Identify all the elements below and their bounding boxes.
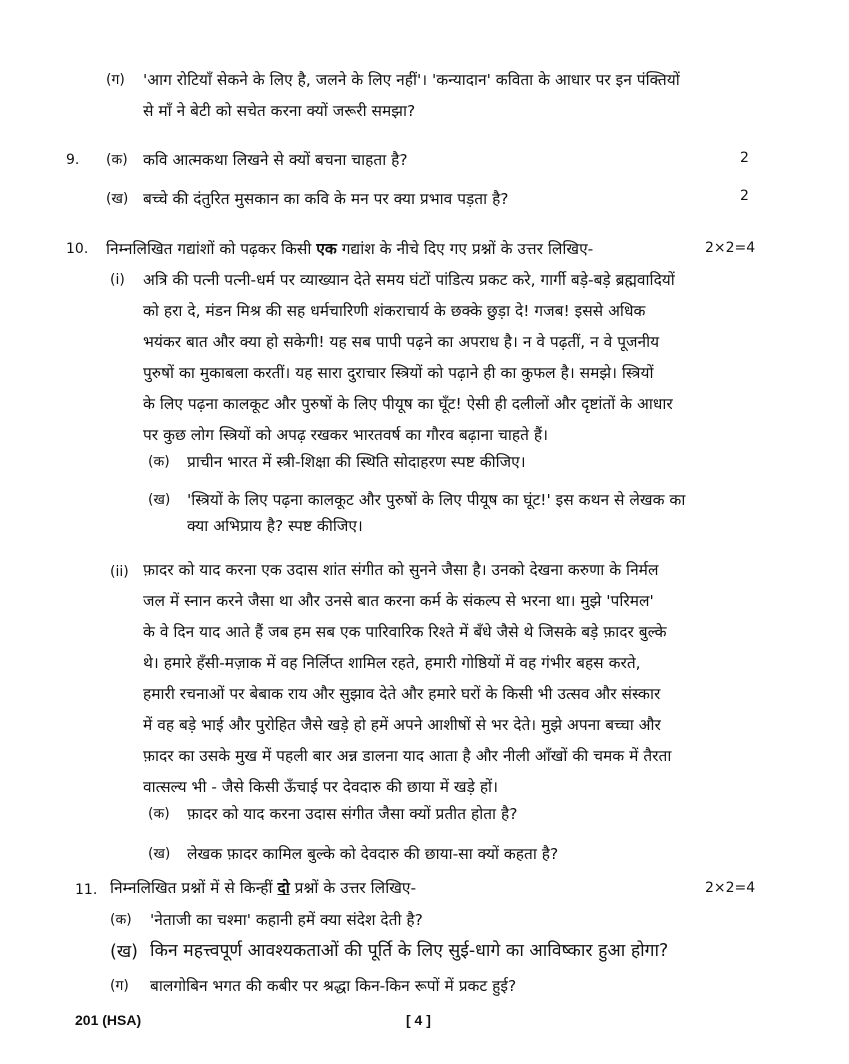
q10-p2-qa-text: फ़ादर को याद करना उदास संगीत जैसा क्यों प्रतीत होता है? xyxy=(187,805,518,823)
q10-p2-label: (ii) xyxy=(110,564,129,580)
q10-p1-line: पुरुषों का मुकाबला करतीं। यह सारा दुराचार स्त्रियों को पढ़ाने ही का कुफल है। समझे। स्त्रियों xyxy=(143,364,654,382)
q11-number: 11. xyxy=(75,882,98,898)
q10-p1-line: के लिए पढ़ना कालकूट और पुरुषों के लिए पीयूष का घूँट! ऐसी ही दलीलों और दृष्टांतों के आधार xyxy=(143,395,673,413)
q10-p2-line: जल में स्नान करने जैसा था और उनसे बात करना कर्म के संकल्प से भरना था। मुझे 'परिमल' xyxy=(143,592,654,610)
q10-p2-line: फ़ादर का उसके मुख में पहली बार अन्न डालना याद आता है और नीली आँखों की चमक में तैरता xyxy=(143,747,672,765)
q10-number: 10. xyxy=(66,241,89,257)
q9-number: 9. xyxy=(66,152,80,168)
q10-p2-qb-text: लेखक फ़ादर कामिल बुल्के को देवदारु की छाया-सा क्यों कहता है? xyxy=(187,845,559,863)
q9-b-marks: 2 xyxy=(740,188,749,204)
q11-marks: 2×2=4 xyxy=(705,880,756,896)
q11-a-text: 'नेताजी का चश्मा' कहानी हमें क्या संदेश देती है? xyxy=(150,911,423,929)
q9-a-label: (क) xyxy=(106,152,128,168)
q8-g-line-2: से माँ ने बेटी को सचेत करना क्यों जरूरी समझा? xyxy=(143,102,416,120)
q10-prompt: निम्नलिखित गद्यांशों को पढ़कर किसी एक गद्यांश के नीचे दिए गए प्रश्नों के उत्तर लिखिए- xyxy=(106,240,594,258)
footer-page-number: [ 4 ] xyxy=(406,1012,431,1028)
q10-p2-line: हमारी रचनाओं पर बेबाक राय और सुझाव देते और हमारे घरों के किसी भी उत्सव और संस्कार xyxy=(143,685,661,703)
q10-p1-qb-line-1: 'स्त्रियों के लिए पढ़ना कालकूट और पुरुषों के लिए पीयूष का घूंट!' इस कथन से लेखक का xyxy=(187,491,686,509)
q9-b-text: बच्चे की दंतुरित मुसकान का कवि के मन पर क्या प्रभाव पड़ता है? xyxy=(143,190,509,208)
q11-c-text: बालगोबिन भगत की कबीर पर श्रद्धा किन-किन रूपों में प्रकट हुई? xyxy=(150,977,517,995)
q11-c-label: (ग) xyxy=(110,978,129,994)
q10-p2-line: में वह बड़े भाई और पुरोहित जैसे खड़े हो हमें अपने आशीषों से भर देते। मुझे अपना बच्चा और xyxy=(143,716,661,734)
q11-prompt: निम्नलिखित प्रश्नों में से किन्हीं दो प्रश्नों के उत्तर लिखिए- xyxy=(110,879,417,897)
q8-g-label: (ग) xyxy=(106,72,125,88)
q10-marks: 2×2=4 xyxy=(705,240,756,256)
q11-a-label: (क) xyxy=(110,912,132,928)
q10-p1-line: पर कुछ लोग स्त्रियों को अपढ़ रखकर भारतवर्ष का गौरव बढ़ाना चाहते हैं। xyxy=(143,426,548,444)
q10-p1-qa-label: (क) xyxy=(148,454,170,470)
q10-p1-line: को हरा दे, मंडन मिश्र की सह धर्मचारिणी शंकराचार्य के छक्के छुड़ा दे! गजब! इससे अधिक xyxy=(143,302,646,320)
q8-g-line-1: 'आग रोटियाँ सेकने के लिए है, जलने के लिए नहीं'। 'कन्यादान' कविता के आधार पर इन पंक्तियों xyxy=(143,71,680,89)
q10-p1-qb-label: (ख) xyxy=(148,492,171,508)
q10-p1-qb-line-2: क्या अभिप्राय है? स्पष्ट कीजिए। xyxy=(187,517,363,535)
q10-p2-line: के वे दिन याद आते हैं जब हम सब एक पारिवारिक रिश्ते में बँधे जैसे थे जिसके बड़े फ़ादर बुल्के xyxy=(143,623,667,641)
q9-a-marks: 2 xyxy=(740,150,749,166)
q11-b-text: किन महत्त्वपूर्ण आवश्यकताओं की पूर्ति के लिए सुई-धागे का आविष्कार हुआ होगा? xyxy=(150,941,669,961)
q10-p1-line: भयंकर बात और क्या हो सकेगी! यह सब पापी पढ़ने का अपराध है। न वे पढ़तीं, न वे पूजनीय xyxy=(143,333,660,351)
q10-p1-label: (i) xyxy=(110,272,125,288)
q10-p2-qb-label: (ख) xyxy=(148,846,171,862)
q10-p1-line: अत्रि की पत्नी पत्नी-धर्म पर व्याख्यान देते समय घंटों पांडित्य प्रकट करे, गार्गी बड़े-बड़े ब्रह्मवादियों xyxy=(143,271,675,289)
q10-p2-line: फ़ादर को याद करना एक उदास शांत संगीत को सुनने जैसा है। उनको देखना करुणा के निर्मल xyxy=(143,561,659,579)
q10-p2-qa-label: (क) xyxy=(148,806,170,822)
q10-p1-qa-text: प्राचीन भारत में स्त्री-शिक्षा की स्थिति सोदाहरण स्पष्ट कीजिए। xyxy=(187,453,526,471)
q10-p2-line: वात्सल्य भी - जैसे किसी ऊँचाई पर देवदारु की छाया में खड़े हों। xyxy=(143,778,498,796)
footer-code: 201 (HSA) xyxy=(75,1012,142,1028)
q9-a-text: कवि आत्मकथा लिखने से क्यों बचना चाहता है? xyxy=(143,151,408,169)
q11-b-label: (ख) xyxy=(110,942,138,962)
q9-b-label: (ख) xyxy=(106,191,129,207)
q10-p2-line: थे। हमारे हँसी-मज़ाक में वह निर्लिप्त शामिल रहते, हमारी गोष्ठियों में वह गंभीर बहस करते, xyxy=(143,654,641,672)
